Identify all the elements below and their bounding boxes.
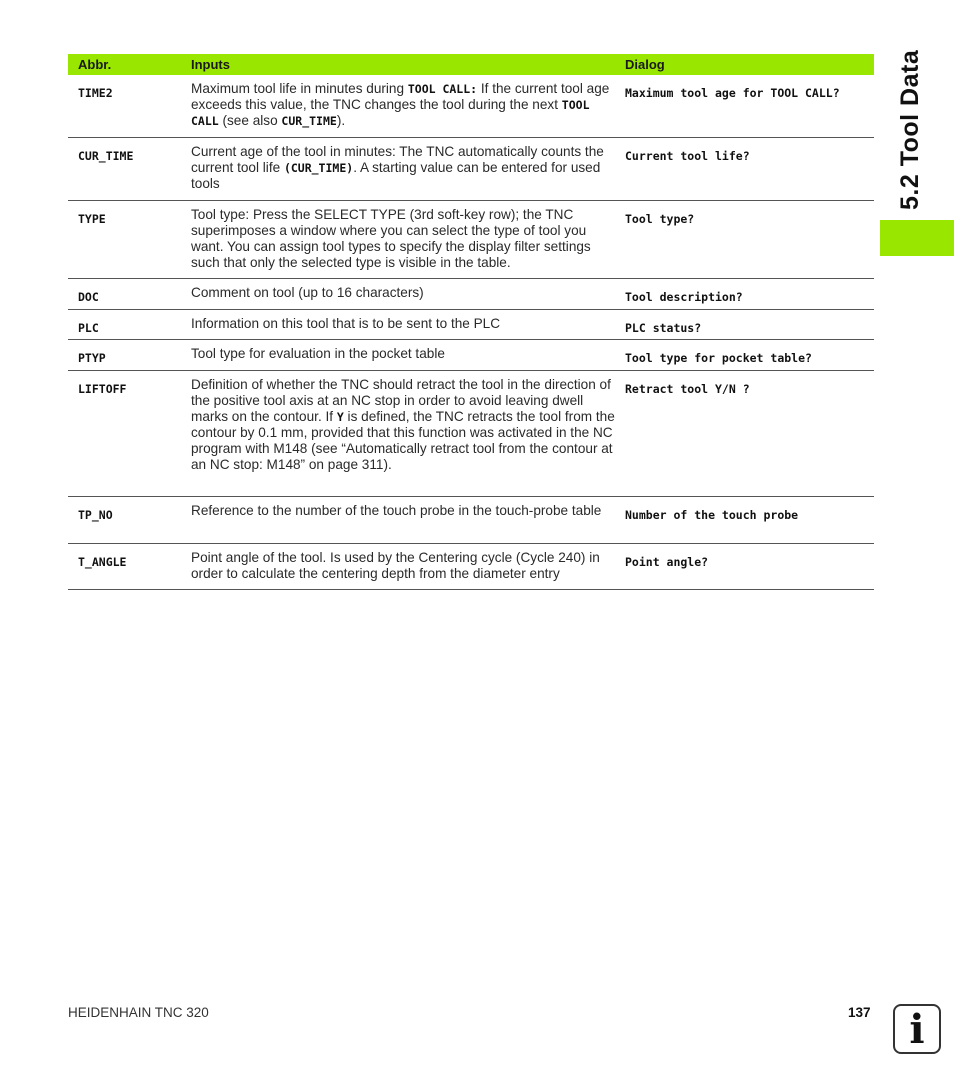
table-row [68,201,874,279]
row-abbr: DOC [78,290,99,304]
chapter-title: 5.2 Tool Data [896,49,924,210]
code-term: (CUR_TIME) [283,161,354,175]
table-row [68,340,874,371]
row-inputs: Reference to the number of the touch probe in the touch-probe table [191,503,602,518]
row-abbr: CUR_TIME [78,149,134,163]
row-dialog: Maximum tool age for TOOL CALL? [625,86,840,100]
code-term: TOOL CALL [191,98,590,128]
row-inputs: Tool type: Press the SELECT TYPE (3rd soft-key row); the TNC superimposes a window where you can select the type of tool you want. You can assign tool types to specify the display filter settings such that only the selected type is visible in the table. [191,207,591,270]
row-inputs: Current age of the tool in minutes: The TNC automatically counts the current tool life (CUR_TIME). A starting value can be entered for used tools [191,144,604,191]
table-row [68,279,874,310]
table-row [68,138,874,201]
row-inputs: Comment on tool (up to 16 characters) [191,285,424,300]
row-inputs: Information on this tool that is to be sent to the PLC [191,316,501,331]
parameter-table [68,54,874,590]
row-abbr: PLC [78,321,99,335]
row-inputs: Point angle of the tool. Is used by the Centering cycle (Cycle 240) in order to calculate the centering depth from the diameter entry [191,550,600,581]
code-term: Y [336,410,344,424]
footer-product-name: HEIDENHAIN TNC 320 [68,1005,209,1020]
row-dialog: Tool description? [625,290,743,304]
row-abbr: LIFTOFF [78,382,127,396]
row-inputs: Definition of whether the TNC should retract the tool in the direction of the positive tool axis at an NC stop in order to avoid leaving dwell marks on the contour. If Y is defined, the TNC retracts the tool from the contour by 0.1 mm, provided that this function was activated in the NC program with M148 (see “Automatically retract tool from the contour at an NC stop: M148” on page 311). [191,377,615,472]
chapter-tab [880,220,954,256]
row-abbr: T_ANGLE [78,555,127,569]
row-inputs: Maximum tool life in minutes during TOOL CALL: If the current tool age exceeds this value, the TNC changes the tool during the next TOOL CALL (see also CUR_TIME). [191,81,610,128]
table-row [68,497,874,544]
row-dialog: Current tool life? [625,149,750,163]
row-dialog: Tool type? [625,212,695,226]
header-dialog: Dialog [625,57,665,72]
row-inputs: Tool type for evaluation in the pocket table [191,346,445,361]
row-dialog: PLC status? [625,321,702,335]
code-term: CUR_TIME [281,114,337,128]
table-row [68,75,874,138]
row-dialog: Number of the touch probe [625,508,799,522]
page-number: 137 [848,1005,871,1020]
table-header [68,54,874,75]
row-abbr: TP_NO [78,508,113,522]
table-row [68,544,874,590]
header-abbr: Abbr. [78,57,112,72]
row-abbr: TIME2 [78,86,113,100]
info-icon: i [893,1004,941,1054]
row-dialog: Retract tool Y/N ? [625,382,750,396]
row-abbr: TYPE [78,212,106,226]
header-inputs: Inputs [191,57,230,72]
code-term: TOOL CALL: [407,82,478,96]
table-row [68,371,874,497]
row-abbr: PTYP [78,351,106,365]
row-dialog: Tool type for pocket table? [625,351,812,365]
row-dialog: Point angle? [625,555,709,569]
table-row [68,310,874,340]
